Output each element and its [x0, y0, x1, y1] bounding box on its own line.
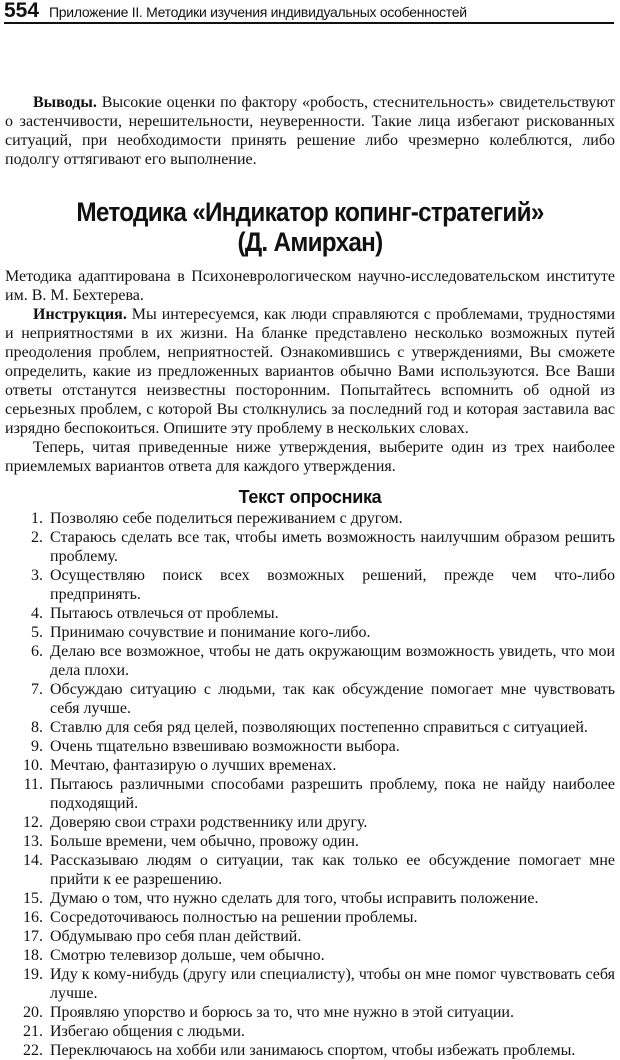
- item-number: 15.: [23, 890, 43, 907]
- list-item: [5, 965, 615, 1003]
- list-item: [5, 832, 615, 851]
- page-number: 554: [4, 0, 40, 22]
- list-item: [5, 927, 615, 946]
- item-text: Позволяю себе поделиться переживанием с другом.: [50, 510, 403, 527]
- item-number: 9.: [31, 738, 43, 755]
- item-number: 12.: [23, 814, 43, 831]
- item-text: Ставлю для себя ряд целей, позволяющих постепенно справиться с ситуацией.: [50, 719, 588, 736]
- item-number: 21.: [23, 1023, 43, 1040]
- list-item: [5, 623, 615, 642]
- item-text: Очень тщательно взвешиваю возможности выбора.: [50, 738, 400, 755]
- item-number: 13.: [23, 833, 43, 850]
- item-text: Проявляю упорство и борюсь за то, что мне нужно в этой ситуации.: [50, 1004, 514, 1021]
- item-number: 22.: [23, 1042, 43, 1059]
- running-header: [4, 0, 614, 24]
- item-number: 6.: [31, 643, 43, 660]
- item-text: Пытаюсь различными способами разрешить проблему, пока не найду наиболее подходящий.: [50, 776, 615, 812]
- item-text: Сосредоточиваюсь полностью на решении проблемы.: [50, 909, 418, 926]
- item-number: 10.: [23, 757, 43, 774]
- conclusions-text: Высокие оценки по фактору «робость, стеснительность» свидетельствуют о застенчивости, нерешительности, неуверенности. Такие лица избегают рискованных ситуаций, при необходимости принять решение либо чрезмерно колеблются, либо подолгу оттягивают его выполнение.: [5, 94, 615, 168]
- item-number: 20.: [23, 1004, 43, 1021]
- questionnaire-list: [5, 509, 615, 1060]
- item-text: Принимаю сочувствие и понимание кого-либо.: [50, 624, 371, 641]
- method-title-line1: Методика «Индикатор копинг-стратегий»: [76, 197, 544, 227]
- item-text: Больше времени, чем обычно, провожу один.: [50, 833, 359, 850]
- item-text: Осуществляю поиск всех возможных решений, прежде чем что-либо предпринять.: [50, 567, 615, 603]
- item-text: Обдумываю про себя план действий.: [50, 928, 302, 945]
- running-title: Приложение II. Методики изучения индивидуальных особенностей: [49, 4, 467, 20]
- method-title-line2: (Д. Амирхан): [237, 227, 383, 257]
- item-text: Доверяю свои страхи родственнику или другу.: [50, 814, 368, 831]
- list-item: [5, 737, 615, 756]
- item-text: Иду к кому-нибудь (другу или специалисту), чтобы он мне помог чувствовать себя лучше.: [50, 966, 615, 1002]
- instruction-label: Инструкция.: [33, 306, 127, 323]
- item-number: 14.: [23, 852, 43, 869]
- conclusions-paragraph: [5, 93, 615, 169]
- instruction-text: Мы интересуемся, как люди справляются с проблемами, трудностями и неприятностями в их жизни. На бланке представлено несколько возможных путей преодоления проблем, неприятностей. Ознакомившись с утверждениями, Вы сможете определить, какие из предложенных вариантов обычно Вами используются. Все Ваши ответы отстанутся неизвестны посторонним. Попытайтесь вспомнить об одной из серьезных проблем, с которой Вы столкнулись за последний год и которая заставила вас изрядно беспокоиться. Опишите эту проблему в нескольких словах.: [5, 306, 615, 437]
- list-item: [5, 946, 615, 965]
- item-text: Пытаюсь отвлечься от проблемы.: [50, 605, 279, 622]
- list-item: [5, 680, 615, 718]
- item-text: Смотрю телевизор дольше, чем обычно.: [50, 947, 325, 964]
- item-number: 4.: [31, 605, 43, 622]
- item-number: 2.: [31, 529, 43, 546]
- list-item: [5, 775, 615, 813]
- item-number: 16.: [23, 909, 43, 926]
- questionnaire-title: Текст опросника: [238, 487, 382, 507]
- list-item: [5, 1041, 615, 1060]
- now-paragraph: Теперь, читая приведенные ниже утверждения, выберите один из трех наиболее приемлемых вариантов ответа для каждого утверждения.: [5, 439, 615, 475]
- item-number: 11.: [23, 776, 43, 793]
- item-text: Стараюсь сделать все так, чтобы иметь возможность наилучшим образом решить проблему.: [50, 529, 615, 565]
- method-title: [36, 197, 585, 257]
- list-item: [5, 813, 615, 832]
- list-item: [5, 604, 615, 623]
- list-item: [5, 528, 615, 566]
- page-body: [5, 93, 615, 1060]
- item-text: Делаю все возможное, чтобы не дать окружающим возможность увидеть, что мои дела плохи.: [50, 643, 615, 679]
- item-number: 7.: [31, 681, 43, 698]
- conclusions-label: Выводы.: [33, 94, 97, 111]
- list-item: [5, 889, 615, 908]
- list-item: [5, 718, 615, 737]
- item-number: 3.: [31, 567, 43, 584]
- list-item: [5, 642, 615, 680]
- item-number: 5.: [31, 624, 43, 641]
- instruction-paragraph: [5, 305, 615, 438]
- item-text: Обсуждаю ситуацию с людьми, так как обсуждение помогает мне чувствовать себя лучше.: [50, 681, 615, 717]
- item-text: Думаю о том, что нужно сделать для того, чтобы исправить положение.: [50, 890, 539, 907]
- list-item: [5, 756, 615, 775]
- list-item: [5, 1003, 615, 1022]
- item-number: 1.: [31, 510, 43, 527]
- item-number: 19.: [23, 966, 43, 983]
- item-text: Мечтаю, фантазирую о лучших временах.: [50, 757, 337, 774]
- list-item: [5, 851, 615, 889]
- list-item: [5, 509, 615, 528]
- item-text: Переключаюсь на хобби или занимаюсь спортом, чтобы избежать проблемы.: [50, 1042, 576, 1059]
- item-number: 8.: [31, 719, 43, 736]
- item-number: 17.: [23, 928, 43, 945]
- intro-paragraph: Методика адаптирована в Психоневрологическом научно-исследовательском институте им. В. М. Бехтерева.: [5, 268, 615, 304]
- list-item: [5, 908, 615, 927]
- item-text: Избегаю общения с людьми.: [50, 1023, 245, 1040]
- item-number: 18.: [23, 947, 43, 964]
- item-text: Рассказываю людям о ситуации, так как только ее обсуждение помогает мне прийти к ее разрешению.: [50, 852, 615, 888]
- list-item: [5, 1022, 615, 1041]
- list-item: [5, 566, 615, 604]
